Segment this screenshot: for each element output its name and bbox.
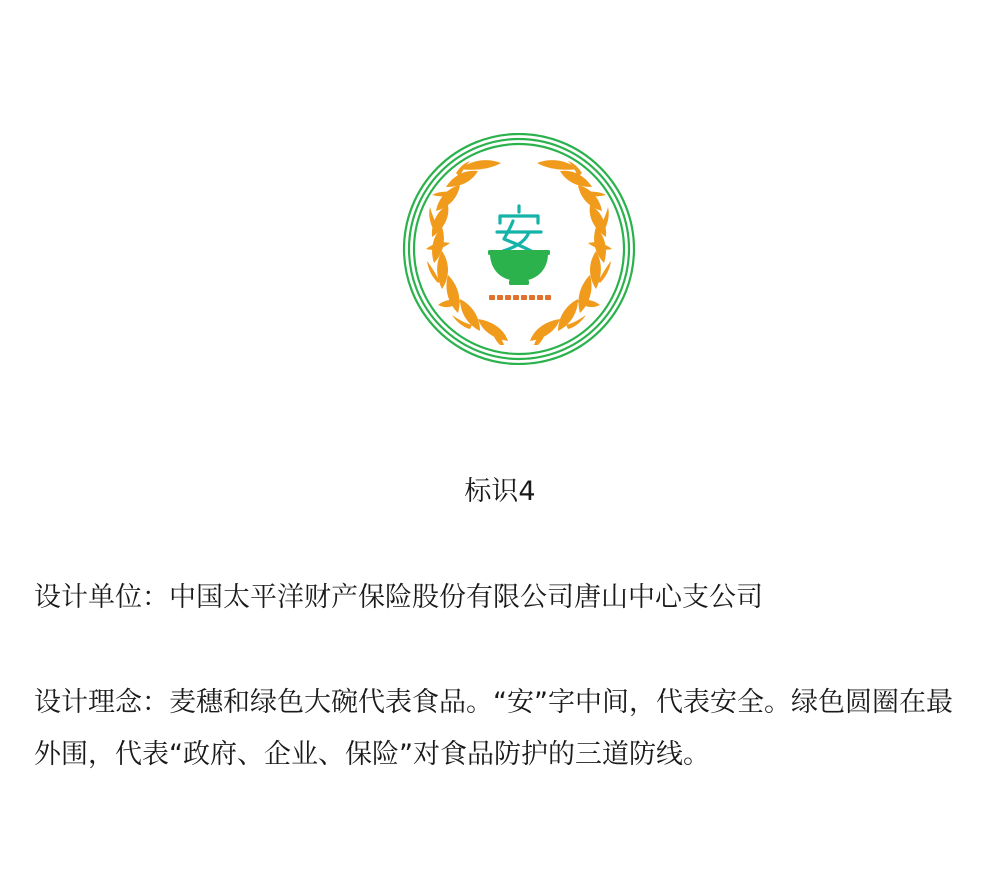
an-character-icon [497,206,541,252]
design-unit-text: 设计单位：中国太平洋财产保险股份有限公司唐山中心支公司 [34,582,763,613]
food-safety-logo [400,133,640,365]
bowl-icon [488,250,550,285]
inner-ring [414,144,624,354]
design-concept-text: 设计理念：麦穗和绿色大碗代表食品。“安”字中间，代表安全。绿色圆圈在最外围，代表“政府、企业、保险”对食品防护的三道防线。 [34,687,953,770]
logo-caption: 标识4 [464,476,536,507]
logo-small-text-icon [489,295,551,300]
logo-emblem-icon [400,133,640,365]
